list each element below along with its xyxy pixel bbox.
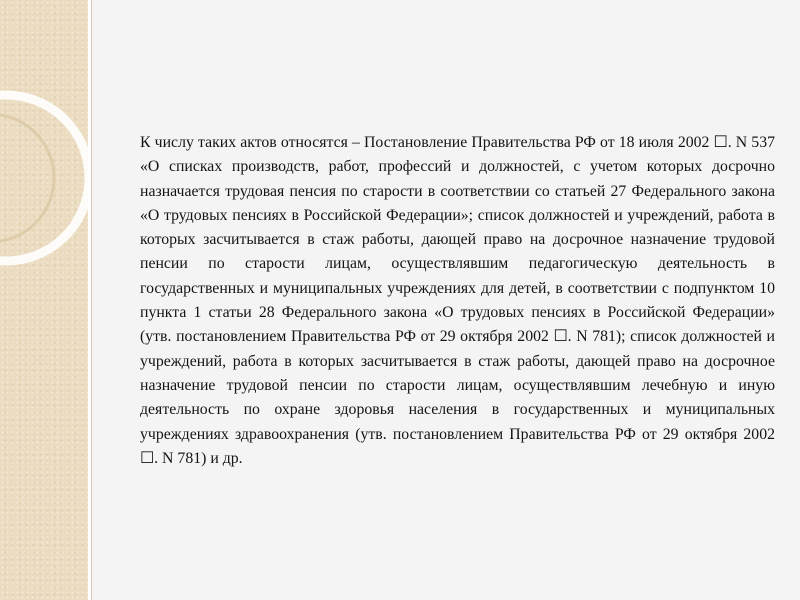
slide-body-text: К числу таких актов относятся – Постановление Правительства РФ от 18 июля 2002 ☐. N 537 «О списках производств, работ, профессий и должностей, с учетом которых досрочно назначается трудовая пенсия по старости в соответствии со статьей 27 Федерального закона «О трудовых пенсиях в Российской Федерации»; список должностей и учреждений, работа в которых засчитывается в стаж работы, дающей право на досрочное назначение трудовой пенсии по старости лицам, осуществлявшим педагогическую деятельность в государственных и муниципальных учреждениях для детей, в соответствии с подпунктом 10 пункта 1 статьи 28 Федерального закона «О трудовых пенсиях в Российской Федерации» (утв. постановлением Правительства РФ от 29 октября 2002 ☐. N 781); список должностей и учреждений, работа в которых засчитывается в стаж работы, дающей право на досрочное назначение трудовой пенсии по старости лицам, осуществлявшим лечебную и иную деятельность по охране здоровья населения в государственных и муниципальных учреждениях здравоохранения (утв. постановлением Правительства РФ от 29 октября 2002 ☐. N 781) и др. [140, 134, 779, 467]
inner-ring-shape [0, 114, 54, 242]
